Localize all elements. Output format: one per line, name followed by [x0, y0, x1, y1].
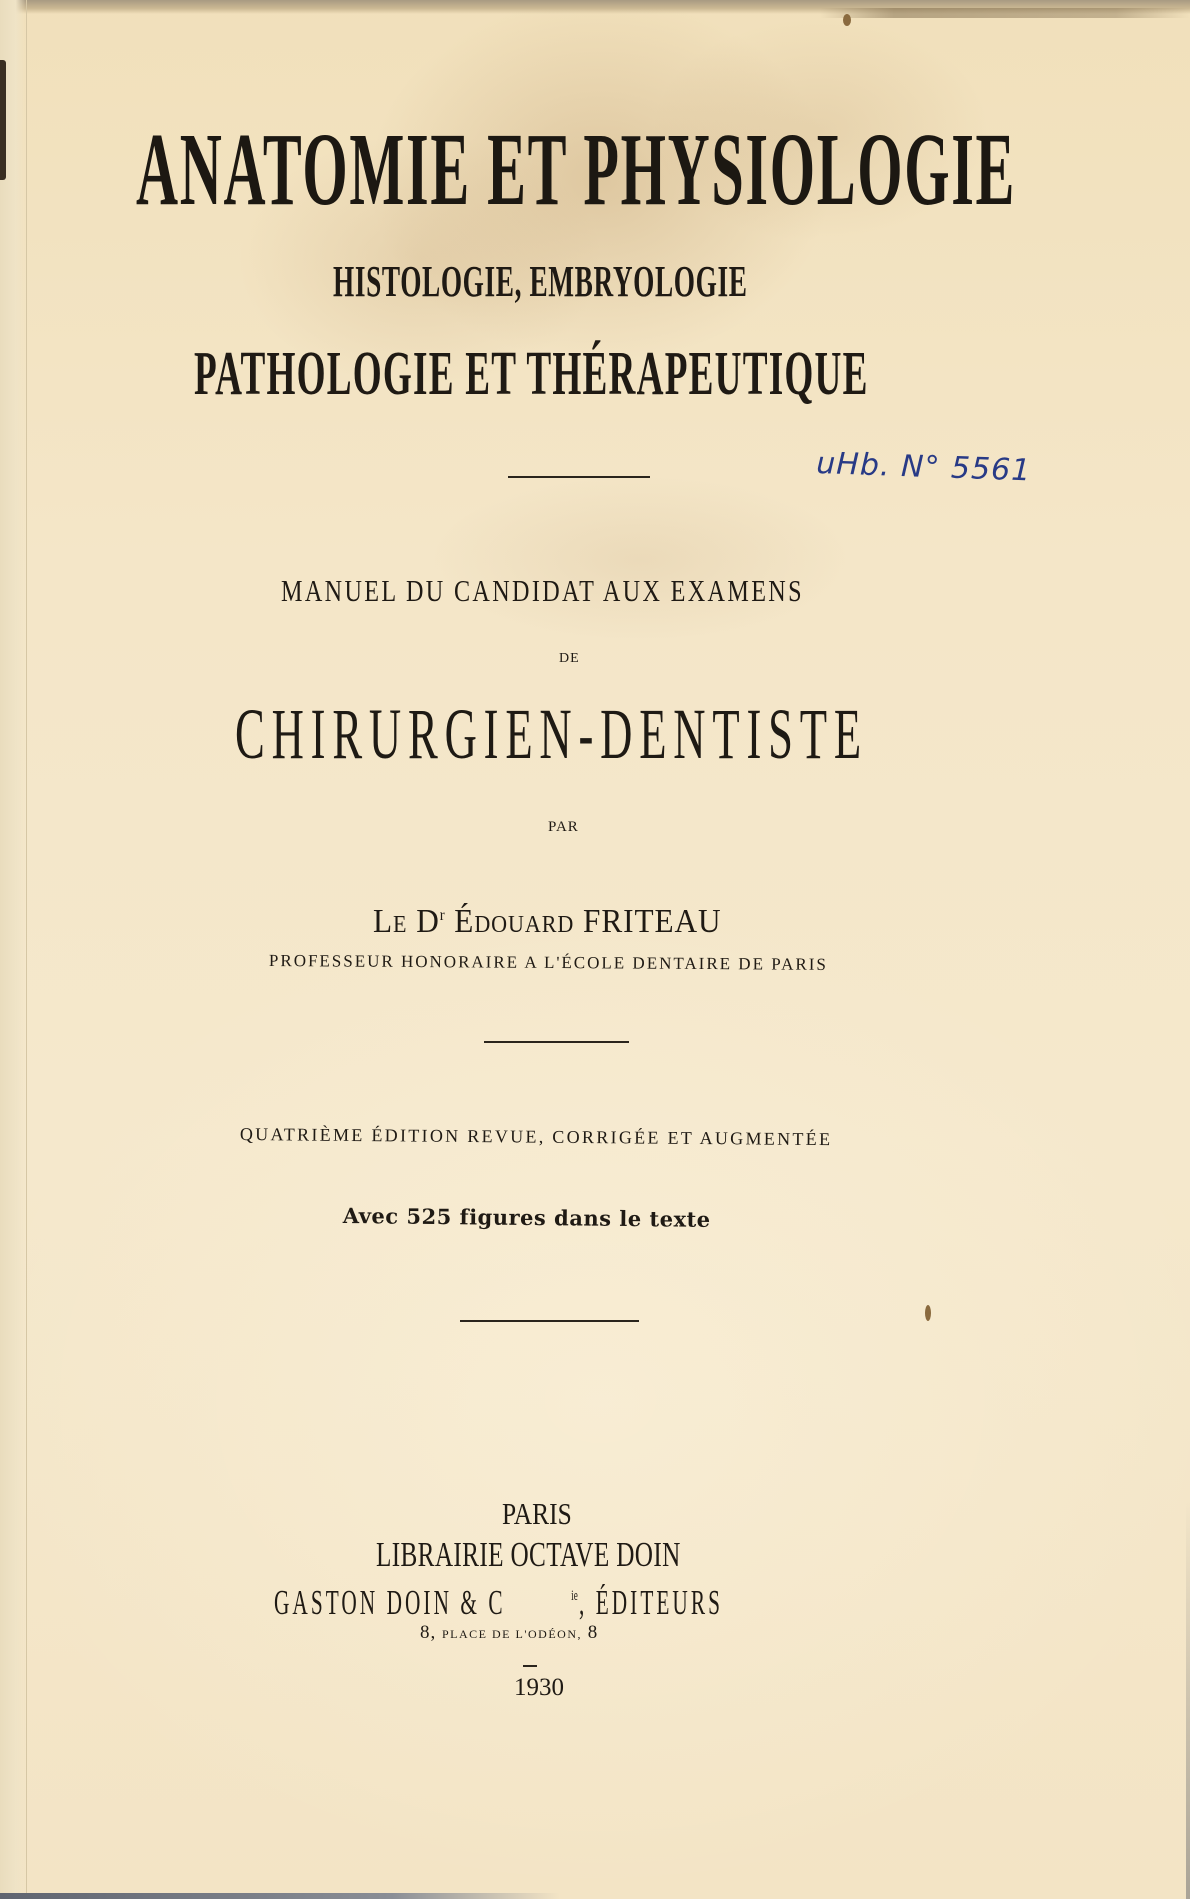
publisher-address — [420, 1622, 598, 1644]
divider-rule — [460, 1320, 639, 1322]
top-edge-stain — [820, 8, 1190, 18]
author-affiliation: PROFESSEUR HONORAIRE A L'ÉCOLE DENTAIRE DE PARIS — [268, 951, 828, 974]
bottom-edge-shadow — [0, 1893, 560, 1899]
author-prefix: L — [373, 903, 394, 940]
publisher-line-2 — [274, 1577, 902, 1622]
par-line: PAR — [548, 819, 579, 835]
figures-count: Avec 525 figures dans le texte — [342, 1203, 711, 1232]
author-prefix-smallcap: E — [393, 912, 408, 938]
divider-rule — [508, 476, 650, 478]
publication-year: 1930 — [514, 1674, 564, 1701]
binding-strip — [0, 0, 27, 1899]
publisher-line-1 — [376, 1537, 799, 1573]
author-title: D — [416, 903, 440, 940]
de-line: DE — [559, 651, 580, 666]
right-edge-shadow — [1186, 1500, 1190, 1899]
author-first-initial: É — [454, 903, 475, 940]
publisher-line-1-text: LIBRAIRIE OCTAVE DOIN — [376, 1535, 681, 1574]
subtitle-line-2-text: PATHOLOGIE ET THÉRAPEUTIQUE — [194, 340, 869, 408]
divider-rule — [484, 1041, 629, 1043]
manual-line — [281, 574, 951, 608]
address-street: PLACE DE L'ODÉON, — [442, 1627, 582, 1641]
ink-spot — [925, 1305, 931, 1321]
profession-heading — [235, 694, 1190, 774]
handwritten-catalog-number: uHb. N° 5561 — [815, 446, 1032, 489]
edition-statement: QUATRIÈME ÉDITION REVUE, CORRIGÉE ET AUGMENTÉE — [239, 1124, 833, 1150]
subtitle-line-2 — [194, 340, 1190, 408]
manual-line-text: MANUEL DU CANDIDAT AUX EXAMENS — [281, 573, 804, 608]
profession-heading-text: CHIRURGIEN-DENTISTE — [235, 694, 868, 774]
imprint-city-text: PARIS — [502, 1496, 572, 1531]
author-first-name: DOUARD — [474, 912, 575, 938]
publisher-name: GASTON DOIN & C — [274, 1583, 506, 1622]
publisher-abbr-sup: ie — [570, 1588, 578, 1604]
author-surname: FRITEAU — [583, 903, 722, 940]
author-line — [373, 896, 752, 945]
subtitle-line-1 — [333, 257, 1002, 306]
address-number: 8, — [420, 1622, 437, 1643]
ink-spot — [843, 14, 851, 26]
author-title-sup: r — [439, 907, 446, 924]
publisher-role: , ÉDITEURS — [579, 1583, 724, 1622]
binding-tear — [0, 60, 6, 180]
imprint-city — [502, 1498, 587, 1530]
book-title-text: ANATOMIE ET PHYSIOLOGIE — [136, 112, 1017, 227]
subtitle-line-1-text: HISTOLOGIE, EMBRYOLOGIE — [333, 257, 748, 306]
year-dash — [523, 1665, 537, 1667]
book-title — [136, 112, 1039, 227]
address-number: 8 — [587, 1622, 599, 1643]
